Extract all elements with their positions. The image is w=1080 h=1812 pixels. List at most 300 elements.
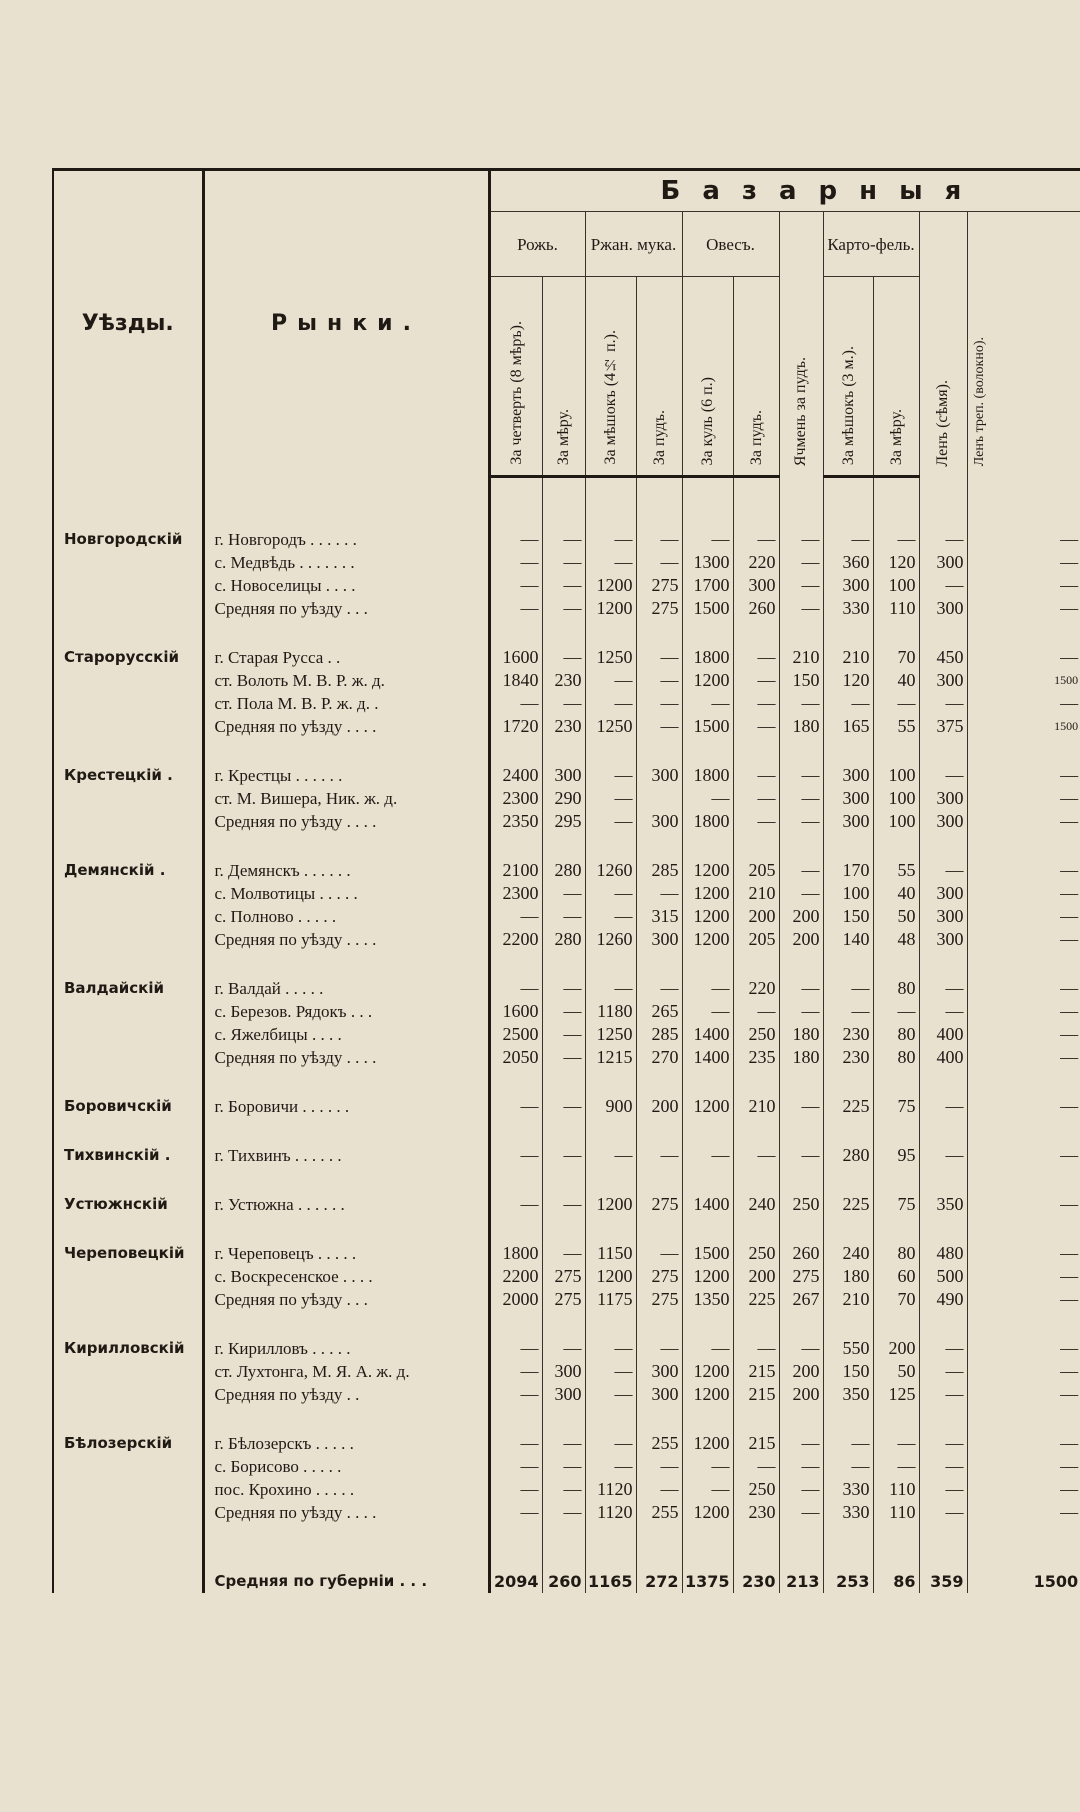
price-cell: —	[585, 528, 636, 551]
spacer-cell	[489, 1216, 542, 1242]
uezd-name-cell	[53, 1265, 203, 1288]
spacer-cell	[203, 1406, 489, 1432]
spacer-cell	[967, 620, 1080, 646]
price-cell: 2200	[489, 1265, 542, 1288]
table-row	[53, 1193, 1080, 1216]
price-cell: —	[967, 1095, 1080, 1118]
uezd-name-cell: Кирилловскій	[53, 1337, 203, 1360]
price-cell: 125	[873, 1383, 919, 1406]
table-row	[53, 764, 1080, 787]
spacer-cell	[682, 1069, 733, 1095]
price-cell: —	[542, 692, 585, 715]
market-name-cell: Средняя по уѣзду . . . .	[203, 928, 489, 951]
spacer-cell	[919, 1524, 967, 1570]
price-cell: —	[967, 787, 1080, 810]
price-cell: —	[823, 977, 873, 1000]
price-cell: 500	[919, 1265, 967, 1288]
table-row	[53, 1242, 1080, 1265]
uezd-name-cell: Новгородскій	[53, 528, 203, 551]
uezd-name-cell: Тихвинскій .	[53, 1144, 203, 1167]
price-cell: —	[489, 1432, 542, 1455]
spacer-cell	[542, 477, 585, 529]
spacer-cell	[919, 1311, 967, 1337]
market-name-cell: с. Яжелбицы . . . .	[203, 1023, 489, 1046]
price-cell: 300	[542, 1360, 585, 1383]
price-cell: 225	[733, 1288, 779, 1311]
price-cell: 200	[779, 1360, 823, 1383]
price-cell: 220	[733, 551, 779, 574]
table-row	[53, 551, 1080, 574]
price-cell: —	[823, 1455, 873, 1478]
price-cell: —	[779, 1432, 823, 1455]
price-cell: —	[967, 1242, 1080, 1265]
market-name-cell: пос. Крохино . . . . .	[203, 1478, 489, 1501]
price-cell: —	[636, 715, 682, 738]
price-cell: —	[919, 1337, 967, 1360]
price-cell: —	[919, 1144, 967, 1167]
spacer-cell	[733, 620, 779, 646]
table-row	[53, 1337, 1080, 1360]
price-cell: —	[967, 905, 1080, 928]
spacer-cell	[873, 1524, 919, 1570]
market-name-cell: г. Боровичи . . . . . .	[203, 1095, 489, 1118]
spacer-cell	[823, 1524, 873, 1570]
spacer-cell	[682, 620, 733, 646]
uezd-name-cell	[53, 1023, 203, 1046]
price-cell: —	[919, 1501, 967, 1524]
price-cell: 300	[542, 1383, 585, 1406]
price-cell: —	[967, 1000, 1080, 1023]
price-cell: 110	[873, 597, 919, 620]
price-cell: 205	[733, 928, 779, 951]
price-cell: 280	[542, 928, 585, 951]
spacer-cell	[682, 1406, 733, 1432]
price-cell: 200	[779, 1383, 823, 1406]
table-body	[53, 477, 1080, 1594]
table-row	[53, 528, 1080, 551]
price-cell: —	[873, 528, 919, 551]
price-cell: 80	[873, 1242, 919, 1265]
price-cell: 250	[779, 1193, 823, 1216]
price-cell: 275	[542, 1265, 585, 1288]
price-cell: —	[779, 692, 823, 715]
spacer-cell	[873, 1167, 919, 1193]
market-name-cell: с. Новоселицы . . . .	[203, 574, 489, 597]
price-cell: 300	[919, 597, 967, 620]
price-cell: 270	[636, 1046, 682, 1069]
spacer-cell	[967, 1069, 1080, 1095]
spacer-cell	[823, 1311, 873, 1337]
spacer-row	[53, 1069, 1080, 1095]
price-cell: 300	[919, 551, 967, 574]
uezd-name-cell	[53, 1288, 203, 1311]
spacer-cell	[967, 738, 1080, 764]
province-average-cell: 260	[542, 1570, 585, 1593]
price-cell: 260	[779, 1242, 823, 1265]
spacer-cell	[682, 951, 733, 977]
price-cell: 210	[823, 646, 873, 669]
price-cell: —	[542, 1144, 585, 1167]
table-row	[53, 1288, 1080, 1311]
price-cell: 1150	[585, 1242, 636, 1265]
price-cell: —	[585, 810, 636, 833]
group-header-potatoes: Карто-фель.	[823, 212, 919, 277]
price-cell: —	[967, 551, 1080, 574]
spacer-cell	[779, 833, 823, 859]
price-cell: 210	[823, 1288, 873, 1311]
price-cell: 200	[873, 1337, 919, 1360]
spacer-cell	[682, 1311, 733, 1337]
price-cell: 180	[779, 1023, 823, 1046]
price-cell: 100	[873, 787, 919, 810]
spacer-cell	[873, 1216, 919, 1242]
table-row	[53, 928, 1080, 951]
group-header-rye-flour: Ржан. мука.	[585, 212, 682, 277]
price-cell: 230	[823, 1046, 873, 1069]
table-row	[53, 1455, 1080, 1478]
spacer-cell	[873, 1118, 919, 1144]
table-row	[53, 1265, 1080, 1288]
market-name-cell: г. Череповецъ . . . . .	[203, 1242, 489, 1265]
uezd-name-cell	[53, 810, 203, 833]
price-cell: —	[779, 1337, 823, 1360]
price-cell: —	[636, 528, 682, 551]
price-cell: —	[967, 1501, 1080, 1524]
price-cell: —	[967, 1478, 1080, 1501]
price-cell: —	[489, 1360, 542, 1383]
spacer-cell	[919, 1118, 967, 1144]
price-cell: —	[636, 882, 682, 905]
price-cell: 100	[873, 574, 919, 597]
price-cell: 1200	[682, 1095, 733, 1118]
price-cell: —	[733, 692, 779, 715]
price-cell: —	[489, 1455, 542, 1478]
spacer-cell	[823, 477, 873, 529]
price-cell: 490	[919, 1288, 967, 1311]
price-cell: —	[682, 528, 733, 551]
price-cell: 55	[873, 859, 919, 882]
price-cell: 165	[823, 715, 873, 738]
price-cell: —	[542, 551, 585, 574]
price-cell: 80	[873, 1023, 919, 1046]
price-cell: —	[779, 977, 823, 1000]
price-cell: 1500	[682, 597, 733, 620]
price-cell: 75	[873, 1095, 919, 1118]
spacer-cell	[542, 1167, 585, 1193]
price-cell: 267	[779, 1288, 823, 1311]
spacer-cell	[585, 1524, 636, 1570]
market-price-table	[52, 171, 1080, 1593]
spacer-cell	[542, 1406, 585, 1432]
price-cell: 1400	[682, 1023, 733, 1046]
spacer-row	[53, 1167, 1080, 1193]
price-cell: —	[779, 1478, 823, 1501]
price-cell: —	[585, 669, 636, 692]
spacer-cell	[489, 1311, 542, 1337]
price-cell: 330	[823, 1501, 873, 1524]
spacer-cell	[585, 620, 636, 646]
price-cell: 1500	[967, 715, 1080, 738]
market-name-cell: с. Медвѣдь . . . . . . .	[203, 551, 489, 574]
price-cell: —	[636, 692, 682, 715]
price-cell: 300	[919, 905, 967, 928]
spacer-cell	[682, 1118, 733, 1144]
price-cell: 1600	[489, 1000, 542, 1023]
price-cell: —	[636, 1337, 682, 1360]
price-cell: —	[733, 1337, 779, 1360]
market-name-cell: Средняя по уѣзду . . . .	[203, 810, 489, 833]
table-row	[53, 646, 1080, 669]
price-cell: —	[967, 1023, 1080, 1046]
price-cell: 275	[779, 1265, 823, 1288]
spacer-cell	[53, 620, 203, 646]
table-row	[53, 1478, 1080, 1501]
uezd-name-cell	[53, 1478, 203, 1501]
table-row	[53, 669, 1080, 692]
market-name-cell: с. Борисово . . . . .	[203, 1455, 489, 1478]
price-cell: 1200	[585, 574, 636, 597]
price-cell: —	[967, 646, 1080, 669]
price-cell: 1260	[585, 859, 636, 882]
spacer-cell	[203, 1118, 489, 1144]
spacer-row	[53, 1118, 1080, 1144]
price-cell: —	[779, 551, 823, 574]
spacer-row	[53, 1406, 1080, 1432]
table-row	[53, 692, 1080, 715]
market-name-cell: с. Березов. Рядокъ . . .	[203, 1000, 489, 1023]
price-cell: 240	[733, 1193, 779, 1216]
spacer-cell	[779, 1216, 823, 1242]
price-cell: 235	[733, 1046, 779, 1069]
spacer-cell	[53, 1118, 203, 1144]
spacer-cell	[489, 1524, 542, 1570]
price-cell: 300	[823, 574, 873, 597]
spacer-cell	[682, 477, 733, 529]
price-cell: 330	[823, 597, 873, 620]
price-cell: 350	[919, 1193, 967, 1216]
table-row	[53, 1432, 1080, 1455]
price-cell: —	[779, 787, 823, 810]
spacer-cell	[733, 833, 779, 859]
price-cell: —	[636, 1478, 682, 1501]
price-cell: 225	[823, 1193, 873, 1216]
price-cell: —	[682, 787, 733, 810]
market-name-cell: ст. Лухтонга, М. Я. А. ж. д.	[203, 1360, 489, 1383]
uezd-name-cell	[53, 574, 203, 597]
price-cell: —	[967, 977, 1080, 1000]
price-cell: —	[585, 764, 636, 787]
spacer-cell	[733, 1406, 779, 1432]
price-cell: —	[919, 692, 967, 715]
price-cell: 2300	[489, 787, 542, 810]
price-cell: —	[733, 669, 779, 692]
table-row	[53, 1023, 1080, 1046]
price-cell: 150	[779, 669, 823, 692]
price-cell: 1120	[585, 1478, 636, 1501]
uezd-name-cell: Крестецкій .	[53, 764, 203, 787]
price-cell: 275	[636, 1265, 682, 1288]
uezd-name-cell	[53, 1455, 203, 1478]
spacer-cell	[53, 1167, 203, 1193]
spacer-cell	[779, 738, 823, 764]
market-name-cell: Средняя по уѣзду . . . .	[203, 715, 489, 738]
price-cell: —	[967, 882, 1080, 905]
price-cell: 550	[823, 1337, 873, 1360]
price-cell: —	[636, 1242, 682, 1265]
table-row	[53, 597, 1080, 620]
province-average-cell: 1375	[682, 1570, 733, 1593]
price-cell: 1200	[682, 669, 733, 692]
price-cell: 40	[873, 669, 919, 692]
price-cell: 1200	[682, 905, 733, 928]
market-name-cell: г. Бѣлозерскъ . . . . .	[203, 1432, 489, 1455]
price-cell: 100	[873, 764, 919, 787]
spacer-cell	[967, 1406, 1080, 1432]
market-name-cell: с. Полново . . . . .	[203, 905, 489, 928]
price-cell: 120	[823, 669, 873, 692]
price-cell: 50	[873, 905, 919, 928]
price-cell: 250	[733, 1478, 779, 1501]
price-cell: —	[919, 1478, 967, 1501]
spacer-cell	[542, 833, 585, 859]
group-header-oats: Овесъ.	[682, 212, 779, 277]
price-cell: 300	[919, 787, 967, 810]
market-name-cell: г. Старая Русса . .	[203, 646, 489, 669]
price-cell: —	[733, 715, 779, 738]
table-row	[53, 1046, 1080, 1069]
price-cell: 230	[542, 669, 585, 692]
price-cell: 480	[919, 1242, 967, 1265]
province-average-cell: 213	[779, 1570, 823, 1593]
price-cell: —	[489, 1383, 542, 1406]
price-cell: —	[919, 1383, 967, 1406]
price-cell: —	[967, 1144, 1080, 1167]
spacer-cell	[636, 738, 682, 764]
column-header-markets: Рынки.	[203, 171, 489, 477]
spacer-cell	[873, 1311, 919, 1337]
price-cell: —	[542, 646, 585, 669]
price-cell: —	[733, 528, 779, 551]
price-cell: —	[919, 1455, 967, 1478]
price-cell: 200	[636, 1095, 682, 1118]
uezd-name-cell	[53, 1501, 203, 1524]
price-cell: —	[823, 528, 873, 551]
price-cell: —	[585, 551, 636, 574]
spacer-cell	[779, 620, 823, 646]
price-cell: —	[919, 1360, 967, 1383]
price-cell: 300	[542, 764, 585, 787]
spacer-cell	[203, 738, 489, 764]
spacer-row	[53, 620, 1080, 646]
price-cell: 330	[823, 1478, 873, 1501]
spacer-cell	[733, 1118, 779, 1144]
spacer-cell	[53, 1524, 203, 1570]
uezd-name-cell	[53, 597, 203, 620]
spacer-row	[53, 833, 1080, 859]
spacer-cell	[489, 833, 542, 859]
uezd-name-cell: Валдайскій	[53, 977, 203, 1000]
price-cell: 300	[823, 764, 873, 787]
price-cell: 1260	[585, 928, 636, 951]
price-cell: —	[873, 692, 919, 715]
market-name-cell: Средняя по уѣзду . .	[203, 1383, 489, 1406]
province-average-cell: 86	[873, 1570, 919, 1593]
price-cell: 275	[636, 1288, 682, 1311]
spacer-cell	[636, 1069, 682, 1095]
price-cell: —	[542, 1478, 585, 1501]
price-cell: 1180	[585, 1000, 636, 1023]
price-cell: —	[967, 574, 1080, 597]
price-cell: 50	[873, 1360, 919, 1383]
price-cell: —	[967, 1193, 1080, 1216]
price-cell: 1500	[682, 715, 733, 738]
spacer-cell	[489, 1069, 542, 1095]
price-cell: 300	[636, 810, 682, 833]
price-cell: 75	[873, 1193, 919, 1216]
price-cell: 300	[919, 810, 967, 833]
province-average-cell: 253	[823, 1570, 873, 1593]
price-cell: —	[919, 977, 967, 1000]
uezd-name-cell: Бѣлозерскій	[53, 1432, 203, 1455]
price-cell: —	[779, 1501, 823, 1524]
price-cell: —	[585, 977, 636, 1000]
uezd-name-cell	[53, 882, 203, 905]
price-cell: —	[636, 551, 682, 574]
uezd-name-cell	[53, 715, 203, 738]
price-cell: —	[585, 692, 636, 715]
price-cell: 2000	[489, 1288, 542, 1311]
spacer-cell	[53, 1311, 203, 1337]
spacer-cell	[585, 1118, 636, 1144]
uezd-name-cell	[53, 1383, 203, 1406]
spacer-cell	[682, 1216, 733, 1242]
market-name-cell: г. Новгородъ . . . . . .	[203, 528, 489, 551]
price-cell: 1200	[585, 1265, 636, 1288]
spacer-cell	[585, 1406, 636, 1432]
market-name-cell: г. Тихвинъ . . . . . .	[203, 1144, 489, 1167]
price-cell: 1120	[585, 1501, 636, 1524]
price-cell: 1200	[682, 928, 733, 951]
price-cell: 80	[873, 1046, 919, 1069]
price-cell: —	[779, 764, 823, 787]
price-cell: 210	[733, 1095, 779, 1118]
price-cell: —	[967, 1455, 1080, 1478]
spacer-cell	[779, 1118, 823, 1144]
spacer-cell	[733, 1524, 779, 1570]
price-cell: —	[542, 1046, 585, 1069]
price-cell: 40	[873, 882, 919, 905]
market-name-cell: Средняя по уѣзду . . . .	[203, 1046, 489, 1069]
spacer-cell	[919, 1167, 967, 1193]
table-row	[53, 715, 1080, 738]
price-cell: 1200	[682, 1360, 733, 1383]
price-cell: —	[967, 1046, 1080, 1069]
spacer-cell	[203, 477, 489, 529]
price-cell: 230	[823, 1023, 873, 1046]
column-header-potato-mera: За мѣру.	[873, 277, 919, 477]
spacer-cell	[733, 738, 779, 764]
price-cell: 300	[919, 928, 967, 951]
spacer-cell	[823, 951, 873, 977]
spacer-cell	[542, 1069, 585, 1095]
price-cell: —	[489, 1144, 542, 1167]
price-cell: 1215	[585, 1046, 636, 1069]
spacer-cell	[823, 1167, 873, 1193]
price-cell: 2300	[489, 882, 542, 905]
spacer-cell	[823, 1118, 873, 1144]
price-cell: —	[733, 646, 779, 669]
price-cell: 180	[823, 1265, 873, 1288]
